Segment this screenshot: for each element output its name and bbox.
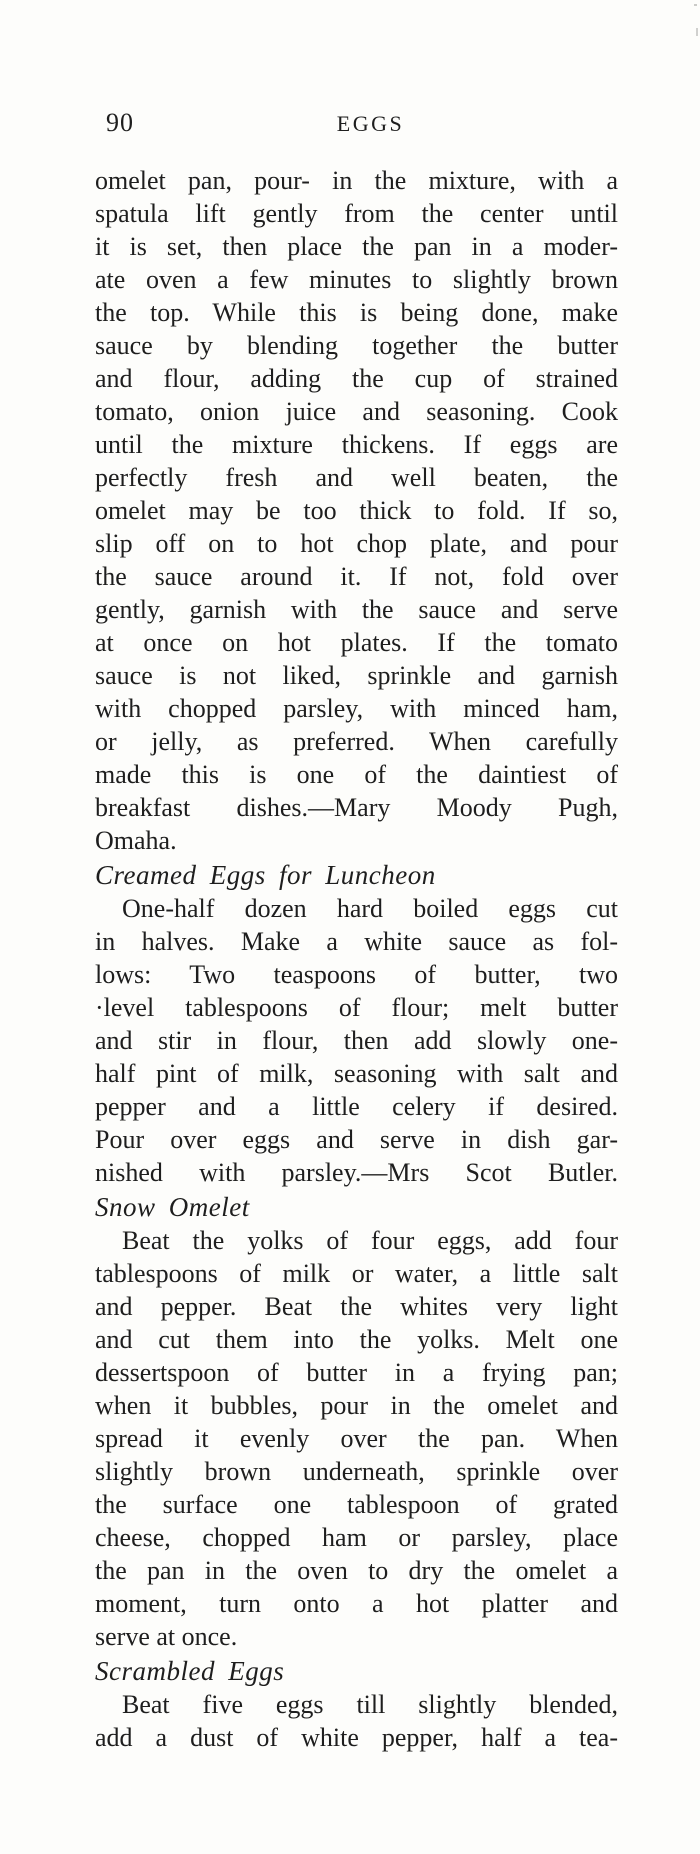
text-line: or jelly, as preferred. When carefully xyxy=(95,727,618,756)
page-number: 90 xyxy=(106,108,134,137)
text-line: lows: Two teaspoons of butter, two xyxy=(95,960,618,989)
paragraph xyxy=(95,164,618,857)
text-line: sauce by blending together the butter xyxy=(95,331,618,360)
text-line: the sauce around it. If not, fold over xyxy=(95,562,618,591)
text-line: and flour, adding the cup of strained xyxy=(95,364,618,393)
text-line: gently, garnish with the sauce and serve xyxy=(95,595,618,624)
text-line: pepper and a little celery if desired. xyxy=(95,1092,618,1121)
text-line: Beat five eggs till slightly blended, xyxy=(122,1690,618,1719)
text-line: with chopped parsley, with minced ham, xyxy=(95,694,618,723)
text-line: made this is one of the daintiest of xyxy=(95,760,618,789)
text-line: perfectly fresh and well beaten, the xyxy=(95,463,618,492)
text-line: at once on hot plates. If the tomato xyxy=(95,628,618,657)
text-line: spatula lift gently from the center until xyxy=(95,199,618,228)
text-line: spread it evenly over the pan. When xyxy=(95,1424,618,1453)
recipe-heading: Snow Omelet xyxy=(95,1192,250,1222)
text-line: it is set, then place the pan in a moder- xyxy=(95,232,618,261)
text-line: nished with parsley.—Mrs Scot Butler. xyxy=(95,1158,618,1187)
paragraph xyxy=(95,1224,618,1653)
text-line: the top. While this is being done, make xyxy=(95,298,618,327)
recipe-heading: Creamed Eggs for Luncheon xyxy=(95,860,436,890)
text-line: cheese, chopped ham or parsley, place xyxy=(95,1523,618,1552)
scan-speck xyxy=(694,4,697,6)
text-line: Beat the yolks of four eggs, add four xyxy=(122,1226,618,1255)
running-title: EGGS xyxy=(336,111,405,136)
text-line: breakfast dishes.—Mary Moody Pugh, xyxy=(95,793,618,822)
running-header xyxy=(95,108,618,141)
text-line: slightly brown underneath, sprinkle over xyxy=(95,1457,618,1486)
text-line: the pan in the oven to dry the omelet a xyxy=(95,1556,618,1585)
text-line: tablespoons of milk or water, a little salt xyxy=(95,1259,618,1288)
text-line: ate oven a few minutes to slightly brown xyxy=(95,265,618,294)
paragraph xyxy=(95,1688,618,1754)
text-line: ·level tablespoons of flour; melt butter xyxy=(95,993,618,1022)
text-line: moment, turn onto a hot platter and xyxy=(95,1589,618,1618)
text-line: in halves. Make a white sauce as fol- xyxy=(95,927,618,956)
text-line: until the mixture thickens. If eggs are xyxy=(95,430,618,459)
text-line: omelet may be too thick to fold. If so, xyxy=(95,496,618,525)
text-line: when it bubbles, pour in the omelet and xyxy=(95,1391,618,1420)
scan-speck xyxy=(696,28,698,36)
text-line: omelet pan, pour- in the mixture, with a xyxy=(95,166,618,195)
text-line: One-half dozen hard boiled eggs cut xyxy=(122,894,618,923)
text-line: slip off on to hot chop plate, and pour xyxy=(95,529,618,558)
page-body xyxy=(95,164,618,1754)
text-line: and cut them into the yolks. Melt one xyxy=(95,1325,618,1354)
text-line: sauce is not liked, sprinkle and garnish xyxy=(95,661,618,690)
text-line: serve at once. xyxy=(95,1622,238,1651)
paragraph xyxy=(95,892,618,1189)
text-line: Omaha. xyxy=(95,826,177,855)
text-line: Pour over eggs and serve in dish gar- xyxy=(95,1125,618,1154)
text-line: dessertspoon of butter in a frying pan; xyxy=(95,1358,618,1387)
text-line: half pint of milk, seasoning with salt and xyxy=(95,1059,618,1088)
recipe-heading: Scrambled Eggs xyxy=(95,1656,285,1686)
text-line: and pepper. Beat the whites very light xyxy=(95,1292,618,1321)
text-line: the surface one tablespoon of grated xyxy=(95,1490,618,1519)
text-line: add a dust of white pepper, half a tea- xyxy=(95,1723,618,1752)
text-line: and stir in flour, then add slowly one- xyxy=(95,1026,618,1055)
text-line: tomato, onion juice and seasoning. Cook xyxy=(95,397,618,426)
